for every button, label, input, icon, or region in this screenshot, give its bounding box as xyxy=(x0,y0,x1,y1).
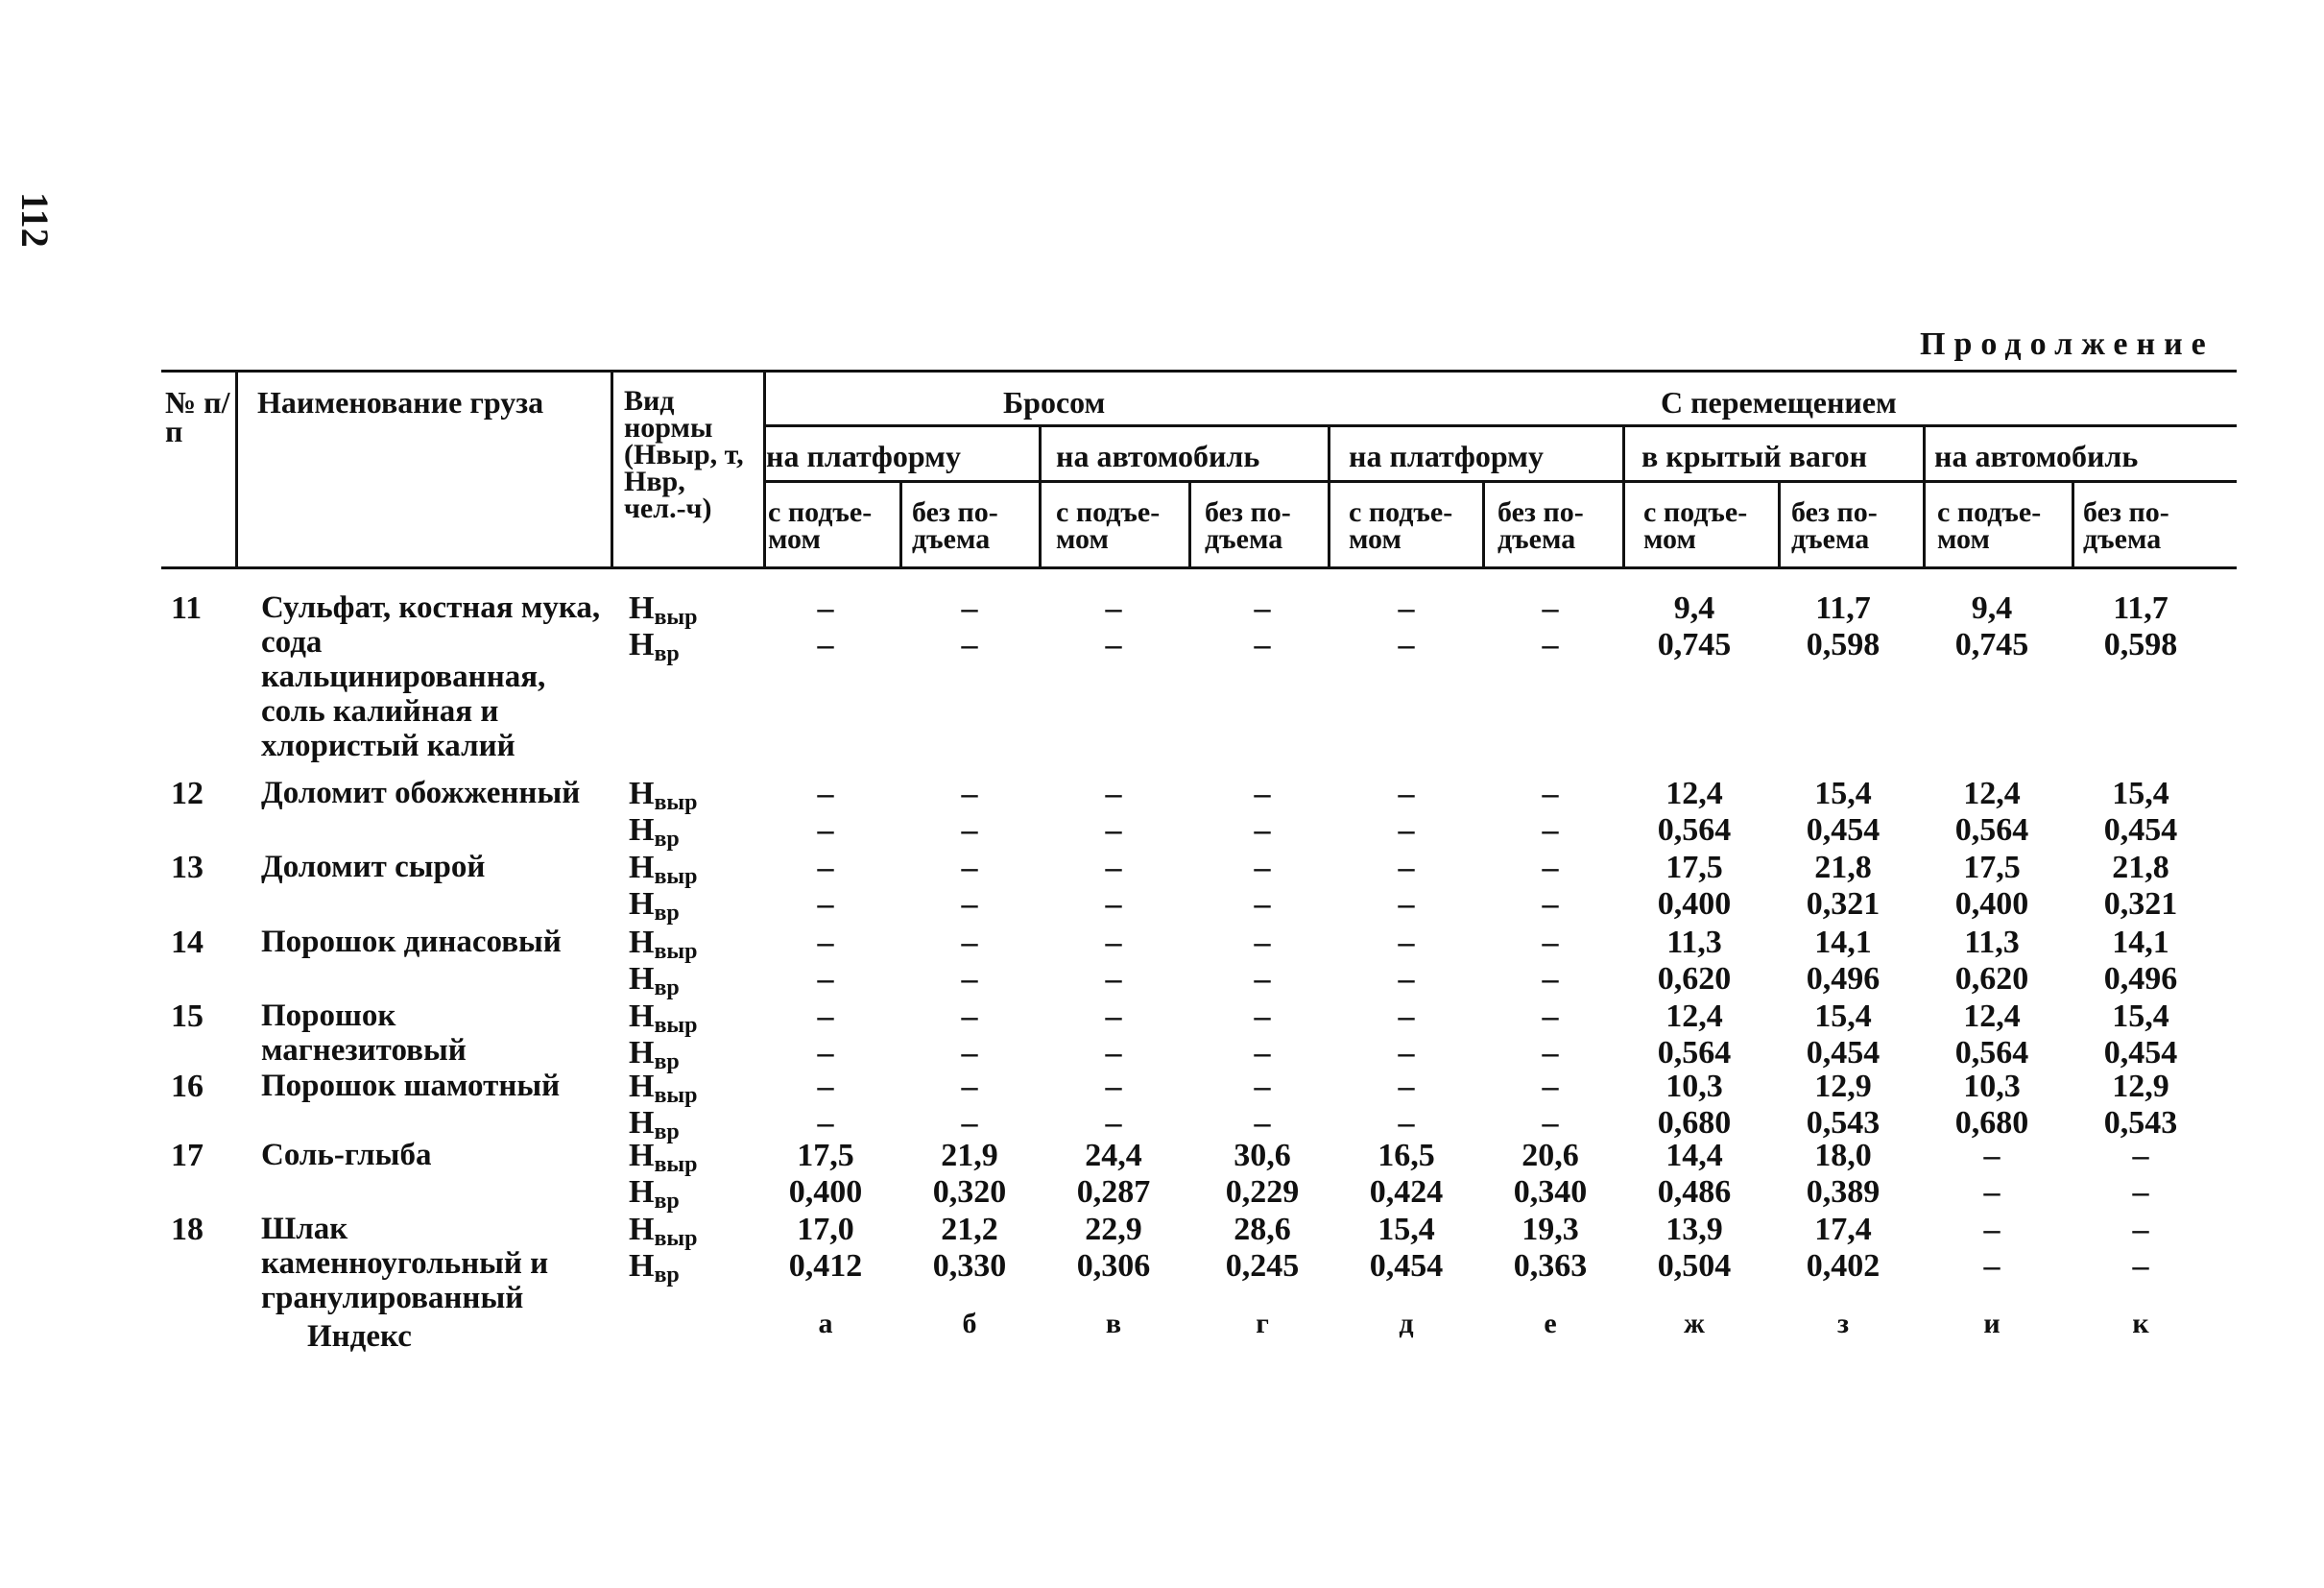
value-cell: – xyxy=(817,850,834,885)
value-cell: – xyxy=(961,1035,978,1071)
value-cell: 0,321 xyxy=(1806,886,1881,922)
value-cell: 0,620 xyxy=(1954,961,2029,997)
norm-label-output: $Н_{выр}$ xyxy=(629,1138,698,1177)
value-cell: – xyxy=(817,627,834,662)
value-cell: – xyxy=(1105,1069,1122,1104)
value-cell: 21,8 xyxy=(2112,850,2169,885)
value-cell: 0,680 xyxy=(1657,1105,1732,1141)
value-cell: 0,320 xyxy=(932,1174,1007,1210)
value-cell: 28,6 xyxy=(1234,1212,1291,1247)
value-cell: 0,363 xyxy=(1513,1248,1588,1284)
value-cell: – xyxy=(1542,925,1559,960)
value-cell: – xyxy=(961,999,978,1034)
value-cell: – xyxy=(1254,1069,1271,1104)
page-number: 112 xyxy=(13,192,57,248)
value-cell: 12,4 xyxy=(1665,776,1723,811)
value-cell: – xyxy=(1542,590,1559,626)
value-cell: 17,4 xyxy=(1814,1212,1872,1247)
index-letter: г xyxy=(1256,1308,1269,1339)
header-sub-1: на платформу xyxy=(766,439,961,473)
value-cell: 11,3 xyxy=(1666,925,1722,960)
norm-label-output: $Н_{выр}$ xyxy=(629,925,698,964)
header-sub-4: в крытый вагон xyxy=(1641,439,1868,473)
cargo-name: Доломит сырой xyxy=(261,850,486,884)
value-cell: – xyxy=(1983,1174,2001,1210)
index-letter: з xyxy=(1836,1308,1850,1339)
norm-label-time: $Н_{вр}$ xyxy=(629,961,680,1000)
value-cell: – xyxy=(1398,1069,1415,1104)
value-cell: – xyxy=(1542,999,1559,1034)
value-cell: 21,9 xyxy=(941,1138,998,1173)
table-top-rule xyxy=(161,370,2237,373)
index-letter: а xyxy=(818,1308,833,1339)
col-divider xyxy=(1482,480,1485,568)
col-divider xyxy=(235,370,238,569)
rule-under-subgroups xyxy=(763,480,2237,483)
cargo-name: Доломит обожженный xyxy=(261,776,581,810)
value-cell: – xyxy=(1398,925,1415,960)
value-cell: – xyxy=(1105,961,1122,997)
value-cell: – xyxy=(961,850,978,885)
value-cell: 12,4 xyxy=(1665,999,1723,1034)
norm-label-output: $Н_{выр}$ xyxy=(629,776,698,815)
value-cell: – xyxy=(961,961,978,997)
header-name: Наименование груза xyxy=(257,385,544,420)
value-cell: 15,4 xyxy=(1814,999,1872,1034)
value-cell: 13,9 xyxy=(1665,1212,1723,1247)
value-cell: – xyxy=(1105,1105,1122,1141)
value-cell: 0,496 xyxy=(1806,961,1881,997)
row-number: 12 xyxy=(171,776,204,811)
value-cell: 0,564 xyxy=(1657,812,1732,848)
value-cell: 12,4 xyxy=(1963,999,2021,1034)
value-cell: – xyxy=(1105,850,1122,885)
header-lift-with: с подъе- мом xyxy=(1349,496,1453,555)
value-cell: – xyxy=(1542,1035,1559,1071)
value-cell: – xyxy=(1105,776,1122,811)
row-number: 13 xyxy=(171,850,204,885)
value-cell: 0,486 xyxy=(1657,1174,1732,1210)
index-letter: и xyxy=(1983,1308,2001,1339)
value-cell: – xyxy=(817,590,834,626)
col-divider xyxy=(1039,424,1042,568)
value-cell: – xyxy=(1398,886,1415,922)
cargo-name: Шлак каменноугольный и гранулированный xyxy=(261,1212,549,1315)
header-group-move: С перемещением xyxy=(1661,385,1897,420)
header-group-throw: Бросом xyxy=(1003,385,1106,420)
value-cell: 15,4 xyxy=(2112,776,2169,811)
col-divider xyxy=(899,480,902,568)
value-cell: 0,454 xyxy=(2103,812,2178,848)
header-no: № п/п xyxy=(165,385,230,448)
value-cell: 21,2 xyxy=(941,1212,998,1247)
row-number: 11 xyxy=(171,590,203,626)
value-cell: 0,454 xyxy=(2103,1035,2178,1071)
value-cell: 12,9 xyxy=(1814,1069,1872,1104)
header-lift-without: без по- дъема xyxy=(1791,496,1878,555)
value-cell: – xyxy=(2132,1248,2149,1284)
value-cell: – xyxy=(1105,925,1122,960)
header-lift-without: без по- дъема xyxy=(1497,496,1584,555)
value-cell: – xyxy=(1398,1035,1415,1071)
norm-label-time: $Н_{вр}$ xyxy=(629,812,680,852)
row-number: 18 xyxy=(171,1212,204,1247)
value-cell: – xyxy=(2132,1212,2149,1247)
col-divider xyxy=(1778,480,1781,568)
value-cell: – xyxy=(1254,776,1271,811)
value-cell: – xyxy=(817,925,834,960)
header-lift-with: с подъе- мом xyxy=(1056,496,1161,555)
value-cell: 17,0 xyxy=(797,1212,854,1247)
value-cell: – xyxy=(961,1069,978,1104)
norm-label-output: $Н_{выр}$ xyxy=(629,1212,698,1251)
value-cell: – xyxy=(1105,1035,1122,1071)
value-cell: 15,4 xyxy=(1378,1212,1435,1247)
value-cell: 14,4 xyxy=(1665,1138,1723,1173)
value-cell: 0,745 xyxy=(1954,627,2029,662)
value-cell: – xyxy=(817,776,834,811)
value-cell: 24,4 xyxy=(1085,1138,1142,1173)
value-cell: 19,3 xyxy=(1521,1212,1579,1247)
value-cell: – xyxy=(1254,1035,1271,1071)
value-cell: – xyxy=(961,776,978,811)
value-cell: 0,424 xyxy=(1369,1174,1444,1210)
norm-label-time: $Н_{вр}$ xyxy=(629,1105,680,1144)
value-cell: – xyxy=(961,812,978,848)
norm-label-time: $Н_{вр}$ xyxy=(629,627,680,666)
value-cell: 18,0 xyxy=(1814,1138,1872,1173)
value-cell: 0,564 xyxy=(1954,1035,2029,1071)
value-cell: 0,412 xyxy=(788,1248,863,1284)
header-lift-with: с подъе- мом xyxy=(1937,496,2042,555)
index-letter: ж xyxy=(1684,1308,1705,1339)
value-cell: 0,245 xyxy=(1225,1248,1300,1284)
header-lift-without: без по- дъема xyxy=(2083,496,2169,555)
value-cell: – xyxy=(817,812,834,848)
value-cell: – xyxy=(1398,1105,1415,1141)
cargo-name: Порошок динасовый xyxy=(261,925,562,959)
value-cell: – xyxy=(1254,590,1271,626)
value-cell: 21,8 xyxy=(1814,850,1872,885)
value-cell: 0,229 xyxy=(1225,1174,1300,1210)
value-cell: – xyxy=(817,886,834,922)
index-letter: в xyxy=(1105,1308,1122,1339)
row-number: 15 xyxy=(171,999,204,1034)
header-lift-without: без по- дъема xyxy=(912,496,998,555)
value-cell: 0,745 xyxy=(1657,627,1732,662)
norm-label-output: $Н_{выр}$ xyxy=(629,850,698,889)
value-cell: 0,680 xyxy=(1954,1105,2029,1141)
header-lift-with: с подъе- мом xyxy=(1643,496,1748,555)
value-cell: – xyxy=(1254,999,1271,1034)
value-cell: 0,496 xyxy=(2103,961,2178,997)
value-cell: 22,9 xyxy=(1085,1212,1142,1247)
value-cell: – xyxy=(1254,812,1271,848)
value-cell: 12,9 xyxy=(2112,1069,2169,1104)
cargo-name: Сульфат, костная мука, сода кальцинированная, соль калийная и хлористый калий xyxy=(261,590,601,763)
value-cell: – xyxy=(1542,1069,1559,1104)
value-cell: 0,400 xyxy=(788,1174,863,1210)
value-cell: – xyxy=(1398,850,1415,885)
row-number: 16 xyxy=(171,1069,204,1104)
value-cell: 0,564 xyxy=(1657,1035,1732,1071)
value-cell: 0,389 xyxy=(1806,1174,1881,1210)
value-cell: 0,340 xyxy=(1513,1174,1588,1210)
value-cell: – xyxy=(1398,627,1415,662)
value-cell: 11,7 xyxy=(2113,590,2168,626)
value-cell: – xyxy=(1398,590,1415,626)
value-cell: – xyxy=(2132,1174,2149,1210)
cargo-name: Порошок магнезитовый xyxy=(261,999,467,1068)
value-cell: 0,454 xyxy=(1806,812,1881,848)
value-cell: 0,543 xyxy=(2103,1105,2178,1141)
value-cell: – xyxy=(1398,776,1415,811)
value-cell: 0,564 xyxy=(1954,812,2029,848)
value-cell: – xyxy=(1105,812,1122,848)
header-sub-2: на автомобиль xyxy=(1056,439,1260,473)
value-cell: – xyxy=(1542,886,1559,922)
value-cell: – xyxy=(1254,850,1271,885)
value-cell: – xyxy=(1105,999,1122,1034)
value-cell: 10,3 xyxy=(1963,1069,2021,1104)
continuation-label: Продолжение xyxy=(1920,326,2215,362)
value-cell: – xyxy=(961,627,978,662)
value-cell: 0,402 xyxy=(1806,1248,1881,1284)
value-cell: 14,1 xyxy=(2112,925,2169,960)
value-cell: 14,1 xyxy=(1814,925,1872,960)
value-cell: 0,620 xyxy=(1657,961,1732,997)
cargo-name: Порошок шамотный xyxy=(261,1069,561,1103)
value-cell: – xyxy=(817,1105,834,1141)
value-cell: 0,454 xyxy=(1806,1035,1881,1071)
value-cell: – xyxy=(1105,627,1122,662)
value-cell: – xyxy=(817,1035,834,1071)
value-cell: – xyxy=(1254,886,1271,922)
value-cell: 17,5 xyxy=(797,1138,854,1173)
col-divider xyxy=(1923,424,1926,568)
norm-label-time: $Н_{вр}$ xyxy=(629,1174,680,1214)
value-cell: 0,400 xyxy=(1657,886,1732,922)
index-letter: к xyxy=(2132,1308,2149,1339)
value-cell: 11,7 xyxy=(1815,590,1871,626)
value-cell: – xyxy=(1254,1105,1271,1141)
row-number: 14 xyxy=(171,925,204,960)
value-cell: – xyxy=(1398,812,1415,848)
value-cell: – xyxy=(1105,590,1122,626)
value-cell: 16,5 xyxy=(1378,1138,1435,1173)
norm-label-output: $Н_{выр}$ xyxy=(629,999,698,1038)
value-cell: 0,543 xyxy=(1806,1105,1881,1141)
value-cell: 30,6 xyxy=(1234,1138,1291,1173)
value-cell: 17,5 xyxy=(1963,850,2021,885)
value-cell: – xyxy=(1542,812,1559,848)
value-cell: 0,400 xyxy=(1954,886,2029,922)
value-cell: 15,4 xyxy=(2112,999,2169,1034)
value-cell: 11,3 xyxy=(1964,925,2020,960)
value-cell: – xyxy=(1105,886,1122,922)
value-cell: – xyxy=(1983,1138,2001,1173)
value-cell: – xyxy=(1542,776,1559,811)
value-cell: 0,330 xyxy=(932,1248,1007,1284)
value-cell: 17,5 xyxy=(1665,850,1723,885)
value-cell: – xyxy=(1254,961,1271,997)
col-divider xyxy=(1622,424,1625,568)
header-lift-without: без по- дъема xyxy=(1205,496,1291,555)
index-letter: е xyxy=(1544,1308,1557,1339)
value-cell: 0,454 xyxy=(1369,1248,1444,1284)
col-divider xyxy=(2072,480,2074,568)
value-cell: – xyxy=(1398,961,1415,997)
value-cell: – xyxy=(817,1069,834,1104)
value-cell: 9,4 xyxy=(1673,590,1715,626)
value-cell: – xyxy=(817,999,834,1034)
norm-label-time: $Н_{вр}$ xyxy=(629,886,680,926)
value-cell: – xyxy=(1542,1105,1559,1141)
norm-label-output: $Н_{выр}$ xyxy=(629,590,698,630)
value-cell: – xyxy=(1542,961,1559,997)
value-cell: 0,598 xyxy=(1806,627,1881,662)
cargo-name: Соль-глыба xyxy=(261,1138,432,1172)
value-cell: – xyxy=(1983,1248,2001,1284)
norm-label-time: $Н_{вр}$ xyxy=(629,1248,680,1287)
col-divider xyxy=(1188,480,1191,568)
index-letter: б xyxy=(962,1308,977,1339)
value-cell: – xyxy=(961,886,978,922)
value-cell: 15,4 xyxy=(1814,776,1872,811)
header-lift-with: с подъе- мом xyxy=(768,496,873,555)
col-divider xyxy=(611,370,613,569)
value-cell: 0,287 xyxy=(1076,1174,1151,1210)
value-cell: 0,306 xyxy=(1076,1248,1151,1284)
header-sub-3: на платформу xyxy=(1349,439,1544,473)
value-cell: – xyxy=(1542,850,1559,885)
value-cell: 9,4 xyxy=(1971,590,2013,626)
norm-label-time: $Н_{вр}$ xyxy=(629,1035,680,1074)
value-cell: – xyxy=(2132,1138,2149,1173)
value-cell: – xyxy=(1983,1212,2001,1247)
index-label: Индекс xyxy=(307,1319,412,1354)
value-cell: – xyxy=(961,1105,978,1141)
value-cell: – xyxy=(817,961,834,997)
value-cell: 10,3 xyxy=(1665,1069,1723,1104)
value-cell: 12,4 xyxy=(1963,776,2021,811)
header-type: Вид нормы (Нвыр, т, Нвр, чел.-ч) xyxy=(624,385,744,524)
value-cell: – xyxy=(1254,925,1271,960)
rule-under-groups xyxy=(763,424,2237,427)
value-cell: – xyxy=(1398,999,1415,1034)
value-cell: – xyxy=(961,590,978,626)
row-number: 17 xyxy=(171,1138,204,1173)
value-cell: – xyxy=(1254,627,1271,662)
value-cell: 0,321 xyxy=(2103,886,2178,922)
value-cell: 20,6 xyxy=(1521,1138,1579,1173)
value-cell: – xyxy=(961,925,978,960)
value-cell: 0,504 xyxy=(1657,1248,1732,1284)
header-sub-5: на автомобиль xyxy=(1934,439,2139,473)
value-cell: 0,598 xyxy=(2103,627,2178,662)
index-letter: д xyxy=(1399,1308,1414,1339)
value-cell: – xyxy=(1542,627,1559,662)
norm-label-output: $Н_{выр}$ xyxy=(629,1069,698,1108)
